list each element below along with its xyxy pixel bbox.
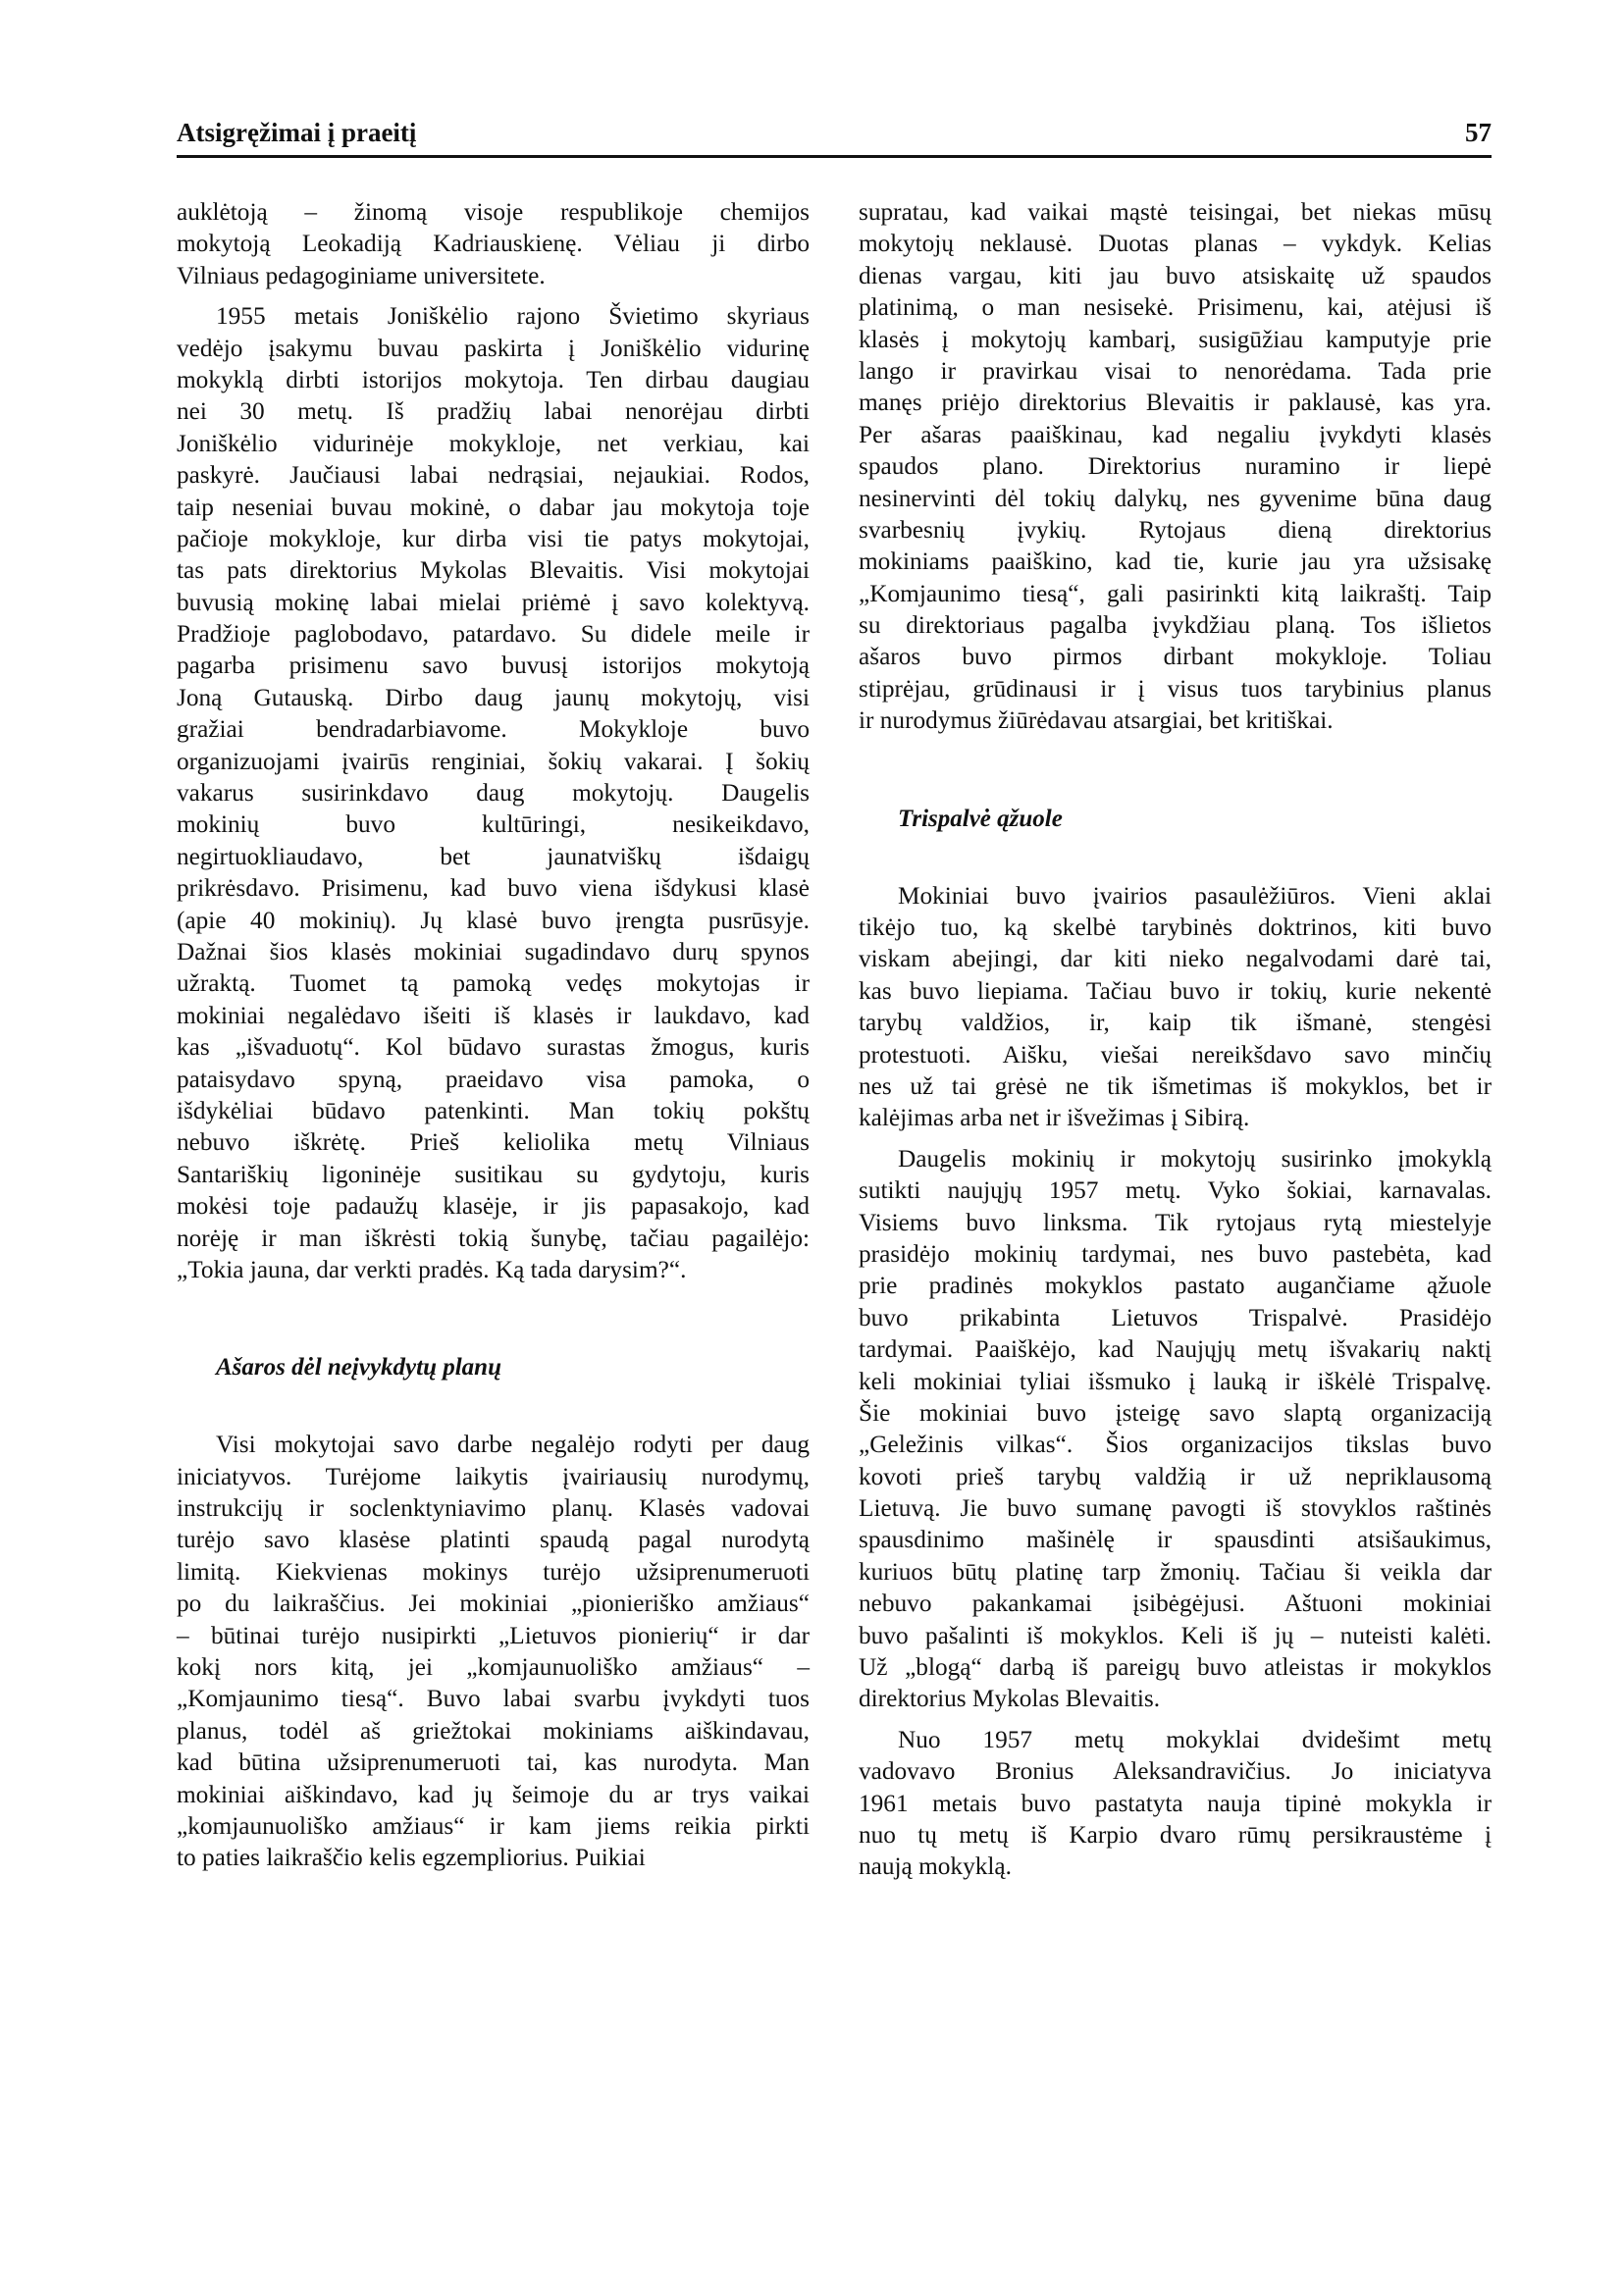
text-line: kokį nors kitą, jei „komjaunuoliško amžiaus“ – (177, 1653, 810, 1682)
text-line: Per ašaras paaiškinau, kad negaliu įvykdyti klasės (859, 420, 1492, 448)
text-line: mokiniai aiškindavo, kad jų šeimoje du ar trys vaikai (177, 1780, 810, 1808)
text-line: sutikti naujųjų 1957 metų. Vyko šokiai, karnavalas. (859, 1176, 1492, 1205)
text-line: turėjo savo klasėse platinti spaudą pagal nurodytą (177, 1526, 810, 1554)
text-line: po du laikraščius. Jei mokiniai „pionieriško amžiaus“ (177, 1590, 810, 1618)
text-line: Visi mokytojai savo darbe negalėjo rodyti per daug (216, 1431, 810, 1459)
text-line: „Komjaunimo tiesą“. Buvo labai svarbu įvykdyti tuos (177, 1685, 810, 1713)
text-line: prie pradinės mokyklos pastato augančiame ąžuole (859, 1272, 1492, 1300)
text-line: prasidėjo mokinių tardymai, nes buvo pastebėta, kad (859, 1239, 1492, 1268)
text-line: pagarba prisimenu savo buvusį istorijos mokytoją (177, 652, 810, 680)
text-line: kas buvo liepiama. Tačiau buvo ir tokių, kurie nekentė (859, 976, 1492, 1005)
text-line: Visiems buvo linksma. Tik rytojaus rytą miestelyje (859, 1208, 1492, 1236)
text-line: naują mokyklą. (859, 1852, 1012, 1881)
text-line: nesinervinti dėl tokių dalykų, nes gyvenime būna daug (859, 484, 1492, 512)
text-line: norėję ir man iškrėsti tokią šunybę, tačiau pagailėjo: (177, 1224, 810, 1252)
text-line: Šie mokiniai buvo įsteigę savo slaptą organizaciją (859, 1398, 1492, 1427)
paragraph (177, 300, 810, 1285)
text-line: paskyrė. Jaučiausi labai nedrąsiai, nejaukiai. Rodos, (177, 461, 810, 490)
text-line: supratau, kad vaikai mąstė teisingai, bet niekas mūsų (859, 198, 1492, 226)
section-heading: Trispalvė ąžuole (898, 805, 1063, 832)
text-line: svarbesnių įvykių. Rytojaus dieną direktorius (859, 515, 1492, 544)
text-line: keli mokiniai tyliai išsmuko į lauką ir iškėlė Trispalvę. (859, 1367, 1492, 1395)
paragraph (859, 1724, 1492, 1883)
text-line: 1961 metais buvo pastatyta nauja tipinė mokykla ir (859, 1789, 1492, 1817)
text-line: mokytoją Leokadiją Kadriauskienę. Vėliau ji dirbo (177, 230, 810, 258)
text-line: mokinių buvo kultūringi, nesikeikdavo, (177, 810, 810, 839)
text-line: tas pats direktorius Mykolas Blevaitis. Visi mokytojai (177, 556, 810, 585)
text-line: dienas vargau, kiti jau buvo atsiskaitę už spaudos (859, 261, 1492, 289)
text-line: nebuvo pakankamai įsibėgėjusi. Aštuoni mokiniai (859, 1590, 1492, 1618)
text-line: taip neseniai buvau mokinė, o dabar jau mokytoja toje (177, 493, 810, 521)
text-line: „komjaunuoliško amžiaus“ ir kam jiems reikia pirkti (177, 1811, 810, 1840)
text-line: instrukcijų ir soclenktyniavimo planų. Klasės vadovai (177, 1494, 810, 1523)
text-line: „Tokia jauna, dar verkti pradės. Ką tada darysim?“. (177, 1255, 687, 1283)
text-line: ašaros buvo pirmos dirbant mokykloje. Toliau (859, 643, 1492, 671)
text-line: nes už tai grėsė ne tik išmetimas iš mokyklos, bet ir (859, 1071, 1492, 1100)
text-line: „Geležinis vilkas“. Šios organizacijos tikslas buvo (859, 1431, 1492, 1459)
text-line: direktorius Mykolas Blevaitis. (859, 1685, 1161, 1713)
text-line: Vilniaus pedagoginiame universitete. (177, 261, 546, 289)
paragraph (177, 196, 810, 291)
text-line: nuo tų metų iš Karpio dvaro rūmų persikraustėme į (859, 1820, 1492, 1849)
text-line: lango ir pravirkau visai to nenorėdama. Tada prie (859, 356, 1492, 385)
right-column (859, 196, 1492, 1892)
text-line: limitą. Kiekvienas mokinys turėjo užsiprenumeruoti (177, 1557, 810, 1586)
text-line: Santariškių ligoninėje susitikau su gydytoju, kuris (177, 1160, 810, 1188)
text-line: ir nurodymus žiūrėdavau atsargiai, bet kritiškai. (859, 706, 1334, 735)
running-header (177, 118, 1492, 157)
text-line: kas „išvaduotų“. Kol būdavo surastas žmogus, kuris (177, 1033, 810, 1062)
text-line: gražiai bendradarbiavome. Mokykloje buvo (177, 715, 810, 744)
text-line: organizuojami įvairūs renginiai, šokių vakarai. Į šokių (177, 747, 810, 775)
text-line: Lietuvą. Jie buvo sumanę pavogti iš stovyklos raštinės (859, 1494, 1492, 1523)
running-header-title: Atsigręžimai į praeitį (177, 118, 417, 147)
text-line: vedėjo įsakymu buvau paskirta į Joniškėlio vidurinę (177, 334, 810, 362)
paragraph (859, 1143, 1492, 1715)
text-line: prikrėsdavo. Prisimenu, kad buvo viena išdykusi klasė (177, 874, 810, 903)
text-line: kuriuos būtų platinę tarp žmonių. Tačiau ši veikla dar (859, 1557, 1492, 1586)
text-line: buvo prikabinta Lietuvos Trispalvė. Prasidėjo (859, 1303, 1492, 1331)
text-line: buvusią mokinę labai mielai priėmė į savo kolektyvą. (177, 588, 810, 616)
text-line: Daugelis mokinių ir mokytojų susirinko įmokyklą (898, 1144, 1492, 1173)
text-line: vakarus susirinkdavo daug mokytojų. Daugelis (177, 779, 810, 808)
text-line: klasės į mokytojų kambarį, susigūžiau kamputyje prie (859, 325, 1492, 353)
text-line: stiprėjau, grūdinausi ir į visus tuos tarybinius planus (859, 674, 1492, 703)
page-number: 57 (1465, 118, 1492, 147)
text-line: kalėjimas arba net ir išvežimas į Sibirą. (859, 1104, 1250, 1132)
text-line: mokyklą dirbti istorijos mokytoja. Ten dirbau daugiau (177, 365, 810, 393)
text-line: vadovavo Bronius Aleksandravičius. Jo iniciatyva (859, 1757, 1492, 1786)
text-line: su direktoriaus pagalba įvykdžiau planą. Tos išlietos (859, 611, 1492, 640)
text-line: spaudos plano. Direktorius nuramino ir liepė (859, 452, 1492, 481)
text-line: spausdinimo mašinėlę ir spausdinti atsišaukimus, (859, 1526, 1492, 1554)
text-line: platinimą, o man nesisekė. Prisimenu, kai, atėjusi iš (859, 293, 1492, 322)
text-line: planus, todėl aš griežtokai mokiniams aiškindavau, (177, 1716, 810, 1745)
text-line: Už „blogą“ darbą iš pareigų buvo atleistas ir mokyklos (859, 1653, 1492, 1682)
text-line: pačioje mokykloje, kur dirba visi tie patys mokytojai, (177, 524, 810, 552)
text-line: (apie 40 mokinių). Jų klasė buvo įrengta pusrūsyje. (177, 906, 810, 934)
text-line: mokiniams paaiškino, kad tie, kurie jau yra užsisakę (859, 548, 1492, 576)
text-line: mokytojų neklausė. Duotas planas – vykdyk. Kelias (859, 230, 1492, 258)
text-line: tarybų valdžios, ir, kaip tik išmanė, stengėsi (859, 1009, 1492, 1037)
text-line: kad būtina užsiprenumeruoti tai, kas nurodyta. Man (177, 1748, 810, 1777)
text-line: 1955 metais Joniškėlio rajono Švietimo skyriaus (216, 302, 810, 331)
text-line: Pradžioje paglobodavo, patardavo. Su didele meile ir (177, 620, 810, 649)
text-line: – būtinai turėjo nusipirkti „Lietuvos pionierių“ ir dar (177, 1621, 810, 1649)
text-line: Dažnai šios klasės mokiniai sugadindavo durų spynos (177, 937, 810, 965)
paragraph (859, 880, 1492, 1134)
text-line: Nuo 1957 metų mokyklai dvidešimt metų (898, 1725, 1492, 1753)
text-line: mokiniai negalėdavo išeiti iš klasės ir laukdavo, kad (177, 1001, 810, 1029)
text-line: nei 30 metų. Iš pradžių labai nenorėjau dirbti (177, 397, 810, 426)
text-line: auklėtoją – žinomą visoje respublikoje chemijos (177, 198, 810, 226)
text-line: Mokiniai buvo įvairios pasaulėžiūros. Vieni aklai (898, 881, 1492, 910)
text-line: negirtuokliaudavo, bet jaunatviškų išdaigų (177, 842, 810, 870)
text-line: buvo pašalinti iš mokyklos. Keli iš jų – nuteisti kalėti. (859, 1621, 1492, 1649)
text-line: išdykėliai būdavo patenkinti. Man tokių pokštų (177, 1096, 810, 1124)
text-line: iniciatyvos. Turėjome laikytis įvairiausių nurodymų, (177, 1462, 810, 1490)
text-line: pataisydavo spyną, praeidavo visa pamoka, o (177, 1065, 810, 1093)
text-line: Joną Gutauską. Dirbo daug jaunų mokytojų, visi (177, 683, 810, 711)
text-line: kovoti prieš tarybų valdžią ir už nepriklausomą (859, 1462, 1492, 1490)
paragraph (177, 1429, 810, 1873)
text-line: užraktą. Tuomet tą pamoką vedęs mokytojas ir (177, 969, 810, 998)
text-line: nebuvo iškrėtę. Prieš keliolika metų Vilniaus (177, 1128, 810, 1157)
text-line: mokėsi toje padaužų klasėje, ir jis papasakojo, kad (177, 1192, 810, 1221)
text-line: viskam abejingi, dar kiti nieko negalvodami darė tai, (859, 945, 1492, 973)
paragraph (859, 196, 1492, 737)
text-line: protestuoti. Aišku, viešai nereikšdavo savo minčių (859, 1040, 1492, 1069)
text-line: Joniškėlio vidurinėje mokykloje, net verkiau, kai (177, 429, 810, 457)
left-column (177, 196, 810, 1883)
section-heading: Ašaros dėl neįvykdytų planų (216, 1354, 501, 1382)
text-line: tikėjo tuo, ką skelbė tarybinės doktrinos, kiti buvo (859, 913, 1492, 942)
text-line: „Komjaunimo tiesą“, gali pasirinkti kitą laikraštį. Taip (859, 579, 1492, 607)
text-line: tardymai. Paaiškėjo, kad Naujųjų metų išvakarių naktį (859, 1335, 1492, 1364)
text-line: to paties laikraščio kelis egzempliorius. Puikiai (177, 1844, 646, 1872)
header-rule (177, 155, 1492, 158)
text-line: manęs priėjo direktorius Blevaitis ir paklausė, kas yra. (859, 389, 1492, 417)
